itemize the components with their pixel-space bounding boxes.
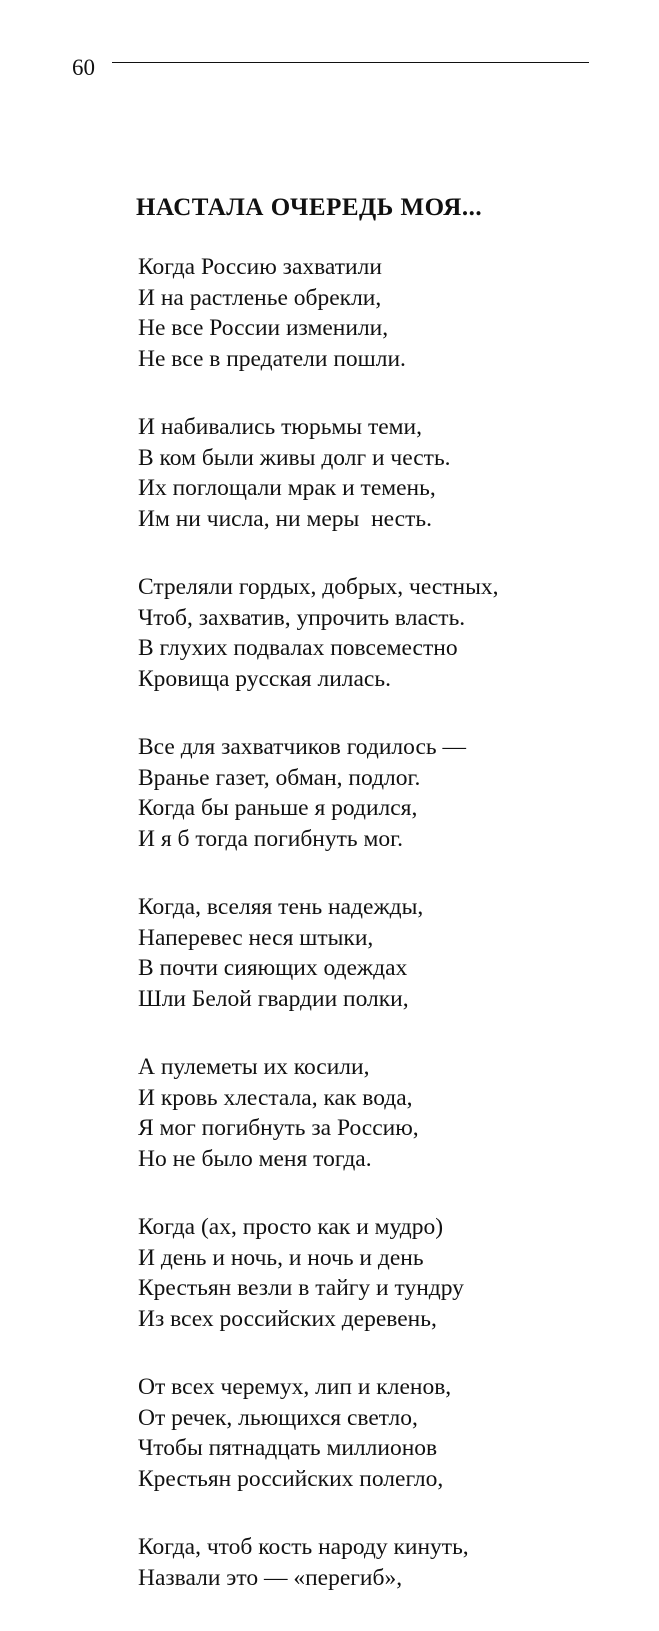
page-number: 60 — [72, 55, 95, 80]
stanza — [138, 732, 638, 854]
poem-line: Им ни числа, ни меры несть. — [138, 505, 432, 532]
poem-line: В глухих подвалах повсеместно — [138, 635, 458, 661]
poem-line: Когда (ах, просто как и мудро) — [138, 1214, 444, 1240]
stanza — [138, 412, 638, 534]
header-rule — [112, 62, 589, 63]
poem-line: Из всех российских деревень, — [138, 1305, 437, 1332]
poem-title: НАСТАЛА ОЧЕРЕДЬ МОЯ... — [136, 194, 483, 221]
stanza — [138, 892, 638, 1014]
poem-line: Наперевес неся штыки, — [138, 924, 374, 951]
stanza — [138, 1052, 638, 1174]
poem-line: Чтоб, захватив, упрочить власть. — [138, 604, 466, 631]
poem-line: Назвали это — «перегиб», — [138, 1564, 403, 1591]
poem-line: Когда бы раньше я родился, — [138, 795, 418, 821]
poem-line: Крестьян российских полегло, — [138, 1465, 444, 1492]
stanza — [138, 1372, 638, 1494]
poem-line: Не все в предатели пошли. — [138, 345, 406, 372]
poem-line: Когда, вселяя тень надежды, — [138, 894, 424, 920]
poem-line: Шли Белой гвардии полки, — [138, 985, 409, 1012]
stanza — [138, 252, 638, 374]
poem-line: Кровища русская лилась. — [138, 665, 391, 692]
poem-line: Когда Россию захватили — [138, 254, 382, 280]
poem-body — [138, 252, 638, 1631]
poem-line: Стреляли гордых, добрых, честных, — [138, 574, 499, 600]
poem-line: Их поглощали мрак и темень, — [138, 475, 436, 501]
poem-line: И набивались тюрьмы теми, — [138, 414, 422, 440]
poem-line: Вранье газет, обман, подлог. — [138, 764, 421, 791]
stanza — [138, 1532, 638, 1593]
poem-line: Крестьян везли в тайгу и тундру — [138, 1275, 464, 1301]
poem-line: И день и ночь, и ночь и день — [138, 1244, 424, 1271]
poem-line: И кровь хлестала, как вода, — [138, 1084, 413, 1111]
poem-line: А пулеметы их косили, — [138, 1054, 370, 1080]
poem-line: И я б тогда погибнуть мог. — [138, 825, 403, 852]
stanza — [138, 1212, 638, 1334]
poem-line: Но не было меня тогда. — [138, 1145, 372, 1172]
poem-line: От речек, льющихся светло, — [138, 1404, 418, 1431]
poem-line: В ком были живы долг и честь. — [138, 444, 451, 471]
poem-line: Не все России изменили, — [138, 315, 389, 341]
poem-line: Все для захватчиков годилось — — [138, 734, 466, 760]
poem-line: Когда, чтоб кость народу кинуть, — [138, 1534, 469, 1560]
poem-line: Чтобы пятнадцать миллионов — [138, 1435, 438, 1461]
poem-line: И на растленье обрекли, — [138, 284, 382, 311]
stanza — [138, 572, 638, 694]
poem-line: Я мог погибнуть за Россию, — [138, 1115, 419, 1141]
poem-line: От всех черемух, лип и кленов, — [138, 1374, 452, 1400]
poem-line: В почти сияющих одеждах — [138, 955, 408, 981]
